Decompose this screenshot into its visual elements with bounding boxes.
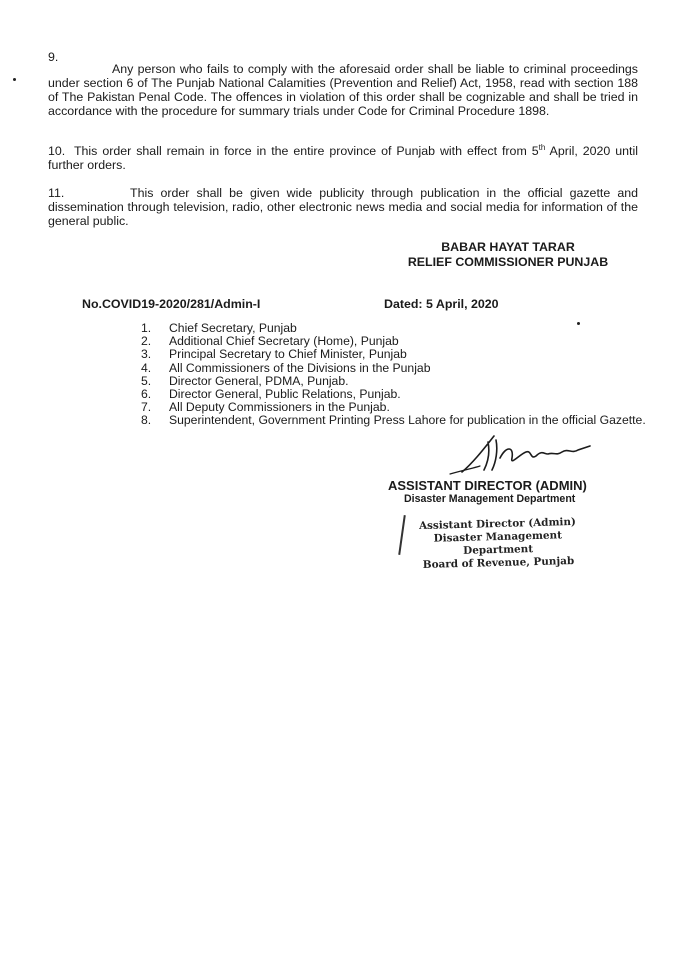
ordinal-suffix: th	[538, 142, 546, 152]
list-item-number: 2.	[141, 334, 152, 349]
paragraph-11	[48, 186, 638, 228]
paragraph-text: Any person who fails to comply with the aforesaid order shall be liable to criminal proceedings under section 6 of The Punjab National Calamities (Prevention and Relief) Act, 1958, read with section 188 of The Pakistan Penal Code. The offences in violation of this order shall be cognizable and shall be tried in accordance with the procedure for summary trials under Code for Criminal Procedure 1898.	[48, 62, 638, 118]
stamp-line-1: Assistant Director (Admin)	[418, 515, 577, 533]
list-item-text: All Commissioners of the Divisions in the Punjab	[169, 360, 431, 375]
list-item-text: Chief Secretary, Punjab	[169, 321, 297, 335]
signatory-block	[398, 240, 618, 270]
paragraph-number: 11.	[48, 186, 65, 200]
list-item-number: 6.	[141, 387, 152, 402]
distribution-list	[141, 322, 646, 428]
list-item-text: Additional Chief Secretary (Home), Punjab	[169, 334, 399, 349]
paragraph-number: 9.	[48, 50, 59, 64]
list-item-number: 8.	[141, 413, 152, 428]
paragraph-text: This order shall remain in force in the entire province of Punjab with effect from 5	[73, 144, 539, 158]
paragraph-9	[48, 50, 638, 118]
list-item	[141, 362, 646, 375]
list-item-number: 5.	[141, 373, 152, 388]
signatory-designation: RELIEF COMMISSIONER PUNJAB	[407, 255, 609, 269]
list-item-number: 3.	[141, 347, 152, 362]
list-item	[141, 348, 646, 361]
reference-date: Dated: 5 April, 2020	[384, 297, 499, 311]
scan-speck	[577, 322, 580, 325]
list-item-text: Superintendent, Government Printing Press Lahore for publication in the official Gazette.	[169, 413, 646, 428]
assistant-director-title: ASSISTANT DIRECTOR (ADMIN)	[388, 478, 587, 493]
stamp-line-3: Board of Revenue, Punjab	[422, 555, 575, 571]
handwritten-signature	[444, 432, 604, 476]
assistant-director-department: Disaster Management Department	[404, 493, 576, 505]
signatory-name: BABAR HAYAT TARAR	[441, 240, 575, 254]
list-item-number: 4.	[141, 360, 152, 375]
list-item-text: Principal Secretary to Chief Minister, Punjab	[169, 347, 407, 362]
list-item-text: Director General, PDMA, Punjab.	[169, 373, 349, 388]
paragraph-text-continued: April, 2020 until further orders.	[48, 144, 638, 172]
stamp-line-2: Disaster Management Department	[433, 529, 563, 557]
paragraph-text: This order shall be given wide publicity through publication in the official gazette and dissemination through television, radio, other electronic news media and social media for information of the general public.	[48, 186, 638, 228]
list-item-number: 1.	[141, 321, 152, 335]
stamp-mark	[398, 515, 406, 555]
list-item-text: Director General, Public Relations, Punjab.	[169, 387, 401, 402]
paragraph-number: 10.	[48, 144, 66, 158]
official-stamp	[417, 516, 578, 572]
list-item	[141, 414, 646, 427]
list-item-text: All Deputy Commissioners in the Punjab.	[169, 400, 390, 415]
scan-speck	[13, 78, 16, 81]
reference-number: No.COVID19-2020/281/Admin-I	[82, 297, 261, 311]
paragraph-10	[48, 144, 638, 172]
list-item-number: 7.	[141, 400, 152, 415]
